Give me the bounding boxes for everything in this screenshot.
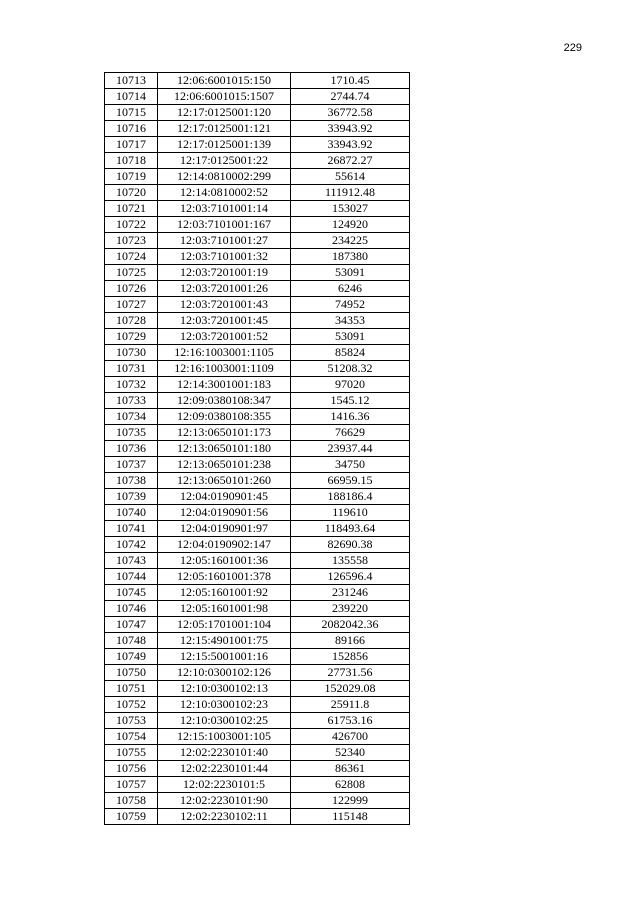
cadastral-number-cell: 12:03:7201001:45 <box>158 313 291 329</box>
table-row <box>105 233 410 249</box>
value-cell: 76629 <box>291 425 410 441</box>
table-row <box>105 457 410 473</box>
value-cell: 82690.38 <box>291 537 410 553</box>
cadastral-number-cell: 12:17:0125001:120 <box>158 105 291 121</box>
cadastral-number-cell: 12:14:0810002:52 <box>158 185 291 201</box>
cadastral-number-cell: 12:03:7101001:167 <box>158 217 291 233</box>
row-id-cell: 10759 <box>105 809 158 825</box>
row-id-cell: 10753 <box>105 713 158 729</box>
table-row <box>105 441 410 457</box>
row-id-cell: 10739 <box>105 489 158 505</box>
table-row <box>105 297 410 313</box>
row-id-cell: 10731 <box>105 361 158 377</box>
value-cell: 152856 <box>291 649 410 665</box>
cadastral-number-cell: 12:03:7201001:43 <box>158 297 291 313</box>
cadastral-number-cell: 12:10:0300102:13 <box>158 681 291 697</box>
table-row <box>105 473 410 489</box>
row-id-cell: 10746 <box>105 601 158 617</box>
data-table <box>104 72 410 825</box>
table-row <box>105 809 410 825</box>
table-row <box>105 553 410 569</box>
row-id-cell: 10749 <box>105 649 158 665</box>
value-cell: 34353 <box>291 313 410 329</box>
row-id-cell: 10755 <box>105 745 158 761</box>
value-cell: 89166 <box>291 633 410 649</box>
cadastral-number-cell: 12:10:0300102:126 <box>158 665 291 681</box>
cadastral-number-cell: 12:06:6001015:150 <box>158 73 291 89</box>
table-row <box>105 633 410 649</box>
cadastral-number-cell: 12:02:2230101:90 <box>158 793 291 809</box>
table-row <box>105 425 410 441</box>
table-row <box>105 121 410 137</box>
row-id-cell: 10744 <box>105 569 158 585</box>
value-cell: 119610 <box>291 505 410 521</box>
value-cell: 62808 <box>291 777 410 793</box>
table-row <box>105 185 410 201</box>
cadastral-number-cell: 12:04:0190901:45 <box>158 489 291 505</box>
row-id-cell: 10751 <box>105 681 158 697</box>
table-row <box>105 777 410 793</box>
cadastral-number-cell: 12:13:0650101:180 <box>158 441 291 457</box>
row-id-cell: 10724 <box>105 249 158 265</box>
cadastral-number-cell: 12:02:2230101:5 <box>158 777 291 793</box>
cadastral-number-cell: 12:03:7201001:52 <box>158 329 291 345</box>
table-row <box>105 73 410 89</box>
row-id-cell: 10714 <box>105 89 158 105</box>
table-row <box>105 153 410 169</box>
value-cell: 122999 <box>291 793 410 809</box>
value-cell: 26872.27 <box>291 153 410 169</box>
table-row <box>105 761 410 777</box>
table-row <box>105 361 410 377</box>
row-id-cell: 10727 <box>105 297 158 313</box>
table-row <box>105 617 410 633</box>
table-row <box>105 137 410 153</box>
value-cell: 53091 <box>291 265 410 281</box>
table-row <box>105 697 410 713</box>
cadastral-number-cell: 12:05:1601001:378 <box>158 569 291 585</box>
table-row <box>105 409 410 425</box>
cadastral-number-cell: 12:17:0125001:121 <box>158 121 291 137</box>
row-id-cell: 10737 <box>105 457 158 473</box>
value-cell: 118493.64 <box>291 521 410 537</box>
value-cell: 66959.15 <box>291 473 410 489</box>
cadastral-number-cell: 12:04:0190901:97 <box>158 521 291 537</box>
value-cell: 33943.92 <box>291 137 410 153</box>
cadastral-number-cell: 12:09:0380108:355 <box>158 409 291 425</box>
table-row <box>105 345 410 361</box>
row-id-cell: 10742 <box>105 537 158 553</box>
value-cell: 74952 <box>291 297 410 313</box>
row-id-cell: 10745 <box>105 585 158 601</box>
cadastral-number-cell: 12:05:1601001:98 <box>158 601 291 617</box>
value-cell: 126596.4 <box>291 569 410 585</box>
table-row <box>105 89 410 105</box>
row-id-cell: 10754 <box>105 729 158 745</box>
row-id-cell: 10738 <box>105 473 158 489</box>
row-id-cell: 10750 <box>105 665 158 681</box>
table-row <box>105 569 410 585</box>
table-row <box>105 281 410 297</box>
cadastral-number-cell: 12:03:7101001:32 <box>158 249 291 265</box>
cadastral-number-cell: 12:05:1601001:92 <box>158 585 291 601</box>
row-id-cell: 10728 <box>105 313 158 329</box>
table-row <box>105 249 410 265</box>
table-row <box>105 393 410 409</box>
cadastral-number-cell: 12:15:4901001:75 <box>158 633 291 649</box>
cadastral-number-cell: 12:14:3001001:183 <box>158 377 291 393</box>
cadastral-number-cell: 12:13:0650101:238 <box>158 457 291 473</box>
cadastral-number-cell: 12:05:1601001:36 <box>158 553 291 569</box>
table-row <box>105 265 410 281</box>
value-cell: 234225 <box>291 233 410 249</box>
row-id-cell: 10718 <box>105 153 158 169</box>
value-cell: 1710.45 <box>291 73 410 89</box>
value-cell: 36772.58 <box>291 105 410 121</box>
value-cell: 97020 <box>291 377 410 393</box>
table-row <box>105 377 410 393</box>
value-cell: 153027 <box>291 201 410 217</box>
cadastral-number-cell: 12:03:7101001:27 <box>158 233 291 249</box>
row-id-cell: 10733 <box>105 393 158 409</box>
value-cell: 86361 <box>291 761 410 777</box>
cadastral-number-cell: 12:10:0300102:25 <box>158 713 291 729</box>
value-cell: 85824 <box>291 345 410 361</box>
row-id-cell: 10734 <box>105 409 158 425</box>
value-cell: 1416.36 <box>291 409 410 425</box>
row-id-cell: 10735 <box>105 425 158 441</box>
row-id-cell: 10720 <box>105 185 158 201</box>
row-id-cell: 10732 <box>105 377 158 393</box>
table-row <box>105 665 410 681</box>
row-id-cell: 10757 <box>105 777 158 793</box>
cadastral-number-cell: 12:14:0810002:299 <box>158 169 291 185</box>
value-cell: 55614 <box>291 169 410 185</box>
value-cell: 152029.08 <box>291 681 410 697</box>
table-row <box>105 105 410 121</box>
row-id-cell: 10729 <box>105 329 158 345</box>
row-id-cell: 10717 <box>105 137 158 153</box>
table-row <box>105 537 410 553</box>
cadastral-number-cell: 12:05:1701001:104 <box>158 617 291 633</box>
row-id-cell: 10748 <box>105 633 158 649</box>
value-cell: 27731.56 <box>291 665 410 681</box>
cadastral-number-cell: 12:02:2230102:11 <box>158 809 291 825</box>
table-row <box>105 521 410 537</box>
row-id-cell: 10713 <box>105 73 158 89</box>
value-cell: 6246 <box>291 281 410 297</box>
row-id-cell: 10741 <box>105 521 158 537</box>
row-id-cell: 10719 <box>105 169 158 185</box>
value-cell: 34750 <box>291 457 410 473</box>
cadastral-number-cell: 12:17:0125001:22 <box>158 153 291 169</box>
row-id-cell: 10715 <box>105 105 158 121</box>
row-id-cell: 10721 <box>105 201 158 217</box>
value-cell: 25911.8 <box>291 697 410 713</box>
table-row <box>105 601 410 617</box>
cadastral-number-cell: 12:03:7101001:14 <box>158 201 291 217</box>
cadastral-number-cell: 12:03:7201001:26 <box>158 281 291 297</box>
row-id-cell: 10716 <box>105 121 158 137</box>
table-row <box>105 169 410 185</box>
table-row <box>105 313 410 329</box>
row-id-cell: 10740 <box>105 505 158 521</box>
table-row <box>105 793 410 809</box>
cadastral-number-cell: 12:16:1003001:1105 <box>158 345 291 361</box>
row-id-cell: 10743 <box>105 553 158 569</box>
value-cell: 2744.74 <box>291 89 410 105</box>
value-cell: 111912.48 <box>291 185 410 201</box>
cadastral-number-cell: 12:02:2230101:44 <box>158 761 291 777</box>
table-body <box>105 73 410 825</box>
value-cell: 33943.92 <box>291 121 410 137</box>
cadastral-number-cell: 12:06:6001015:1507 <box>158 89 291 105</box>
cadastral-number-cell: 12:16:1003001:1109 <box>158 361 291 377</box>
cadastral-number-cell: 12:15:5001001:16 <box>158 649 291 665</box>
value-cell: 188186.4 <box>291 489 410 505</box>
row-id-cell: 10756 <box>105 761 158 777</box>
value-cell: 187380 <box>291 249 410 265</box>
value-cell: 53091 <box>291 329 410 345</box>
row-id-cell: 10726 <box>105 281 158 297</box>
row-id-cell: 10730 <box>105 345 158 361</box>
cadastral-number-cell: 12:04:0190902:147 <box>158 537 291 553</box>
value-cell: 51208.32 <box>291 361 410 377</box>
value-cell: 124920 <box>291 217 410 233</box>
row-id-cell: 10722 <box>105 217 158 233</box>
value-cell: 231246 <box>291 585 410 601</box>
page-number: 229 <box>563 42 582 54</box>
table-row <box>105 329 410 345</box>
cadastral-number-cell: 12:03:7201001:19 <box>158 265 291 281</box>
cadastral-number-cell: 12:17:0125001:139 <box>158 137 291 153</box>
value-cell: 52340 <box>291 745 410 761</box>
cadastral-number-cell: 12:04:0190901:56 <box>158 505 291 521</box>
row-id-cell: 10747 <box>105 617 158 633</box>
cadastral-number-cell: 12:10:0300102:23 <box>158 697 291 713</box>
cadastral-number-cell: 12:09:0380108:347 <box>158 393 291 409</box>
table-row <box>105 649 410 665</box>
value-cell: 23937.44 <box>291 441 410 457</box>
value-cell: 135558 <box>291 553 410 569</box>
value-cell: 61753.16 <box>291 713 410 729</box>
table-row <box>105 729 410 745</box>
cadastral-number-cell: 12:02:2230101:40 <box>158 745 291 761</box>
table-row <box>105 745 410 761</box>
cadastral-number-cell: 12:13:0650101:260 <box>158 473 291 489</box>
value-cell: 2082042.36 <box>291 617 410 633</box>
cadastral-number-cell: 12:13:0650101:173 <box>158 425 291 441</box>
table-row <box>105 505 410 521</box>
table-row <box>105 489 410 505</box>
table-row <box>105 585 410 601</box>
row-id-cell: 10736 <box>105 441 158 457</box>
value-cell: 1545.12 <box>291 393 410 409</box>
table-row <box>105 681 410 697</box>
table-row <box>105 201 410 217</box>
row-id-cell: 10758 <box>105 793 158 809</box>
value-cell: 239220 <box>291 601 410 617</box>
table-row <box>105 217 410 233</box>
row-id-cell: 10725 <box>105 265 158 281</box>
row-id-cell: 10723 <box>105 233 158 249</box>
cadastral-number-cell: 12:15:1003001:105 <box>158 729 291 745</box>
table-row <box>105 713 410 729</box>
row-id-cell: 10752 <box>105 697 158 713</box>
value-cell: 426700 <box>291 729 410 745</box>
value-cell: 115148 <box>291 809 410 825</box>
